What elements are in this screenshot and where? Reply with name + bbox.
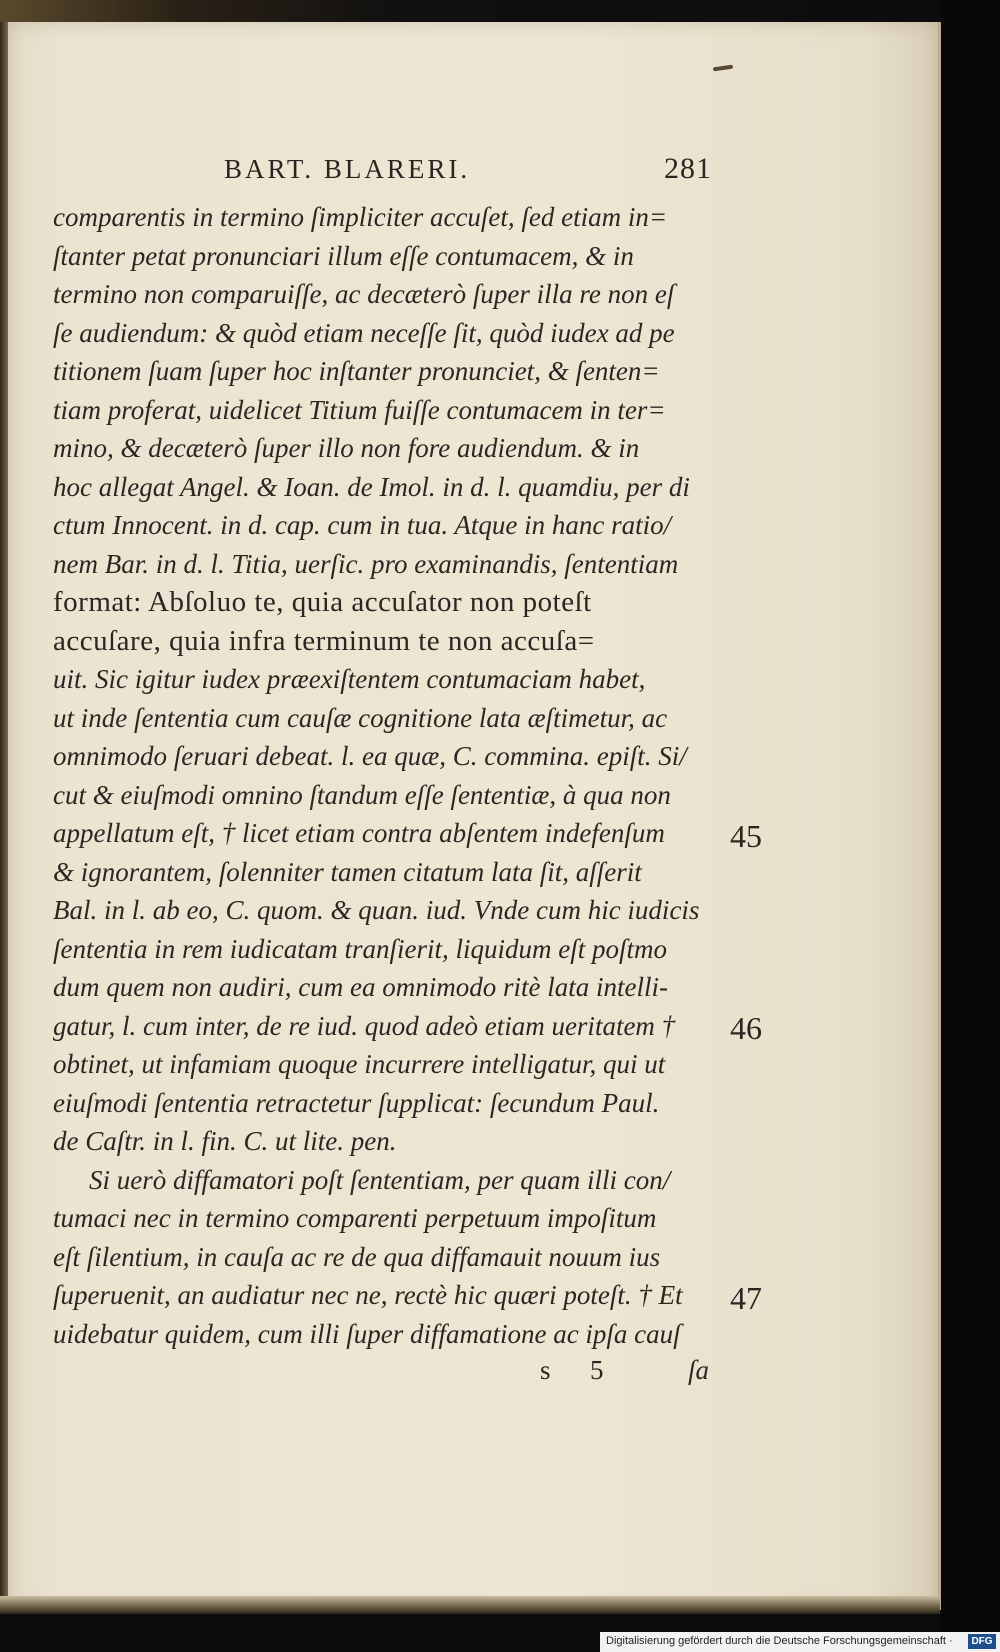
text-line: de Caſtr. in l. fin. C. ut lite. pen. — [53, 1126, 397, 1156]
text-line: tumaci nec in termino comparenti perpetuum impoſitum — [53, 1203, 657, 1233]
text-line: dum quem non audiri, cum ea omnimodo ritè lata intelli- — [53, 972, 668, 1002]
text-line: hoc allegat Angel. & Ioan. de Imol. in d. l. quamdiu, per di — [53, 471, 690, 502]
text-line: uidebatur quidem, cum illi ſuper diffamatione ac ipſa cauſ — [53, 1318, 681, 1349]
text-line: nem Bar. in d. l. Titia, uerſic. pro examinandis, ſententiam — [53, 548, 679, 579]
text-line: termino non comparuiſſe, ac decæterò ſuper illa re non eſ — [53, 279, 675, 309]
page-binding-edge — [0, 22, 8, 1610]
text-line: eiuſmodi ſententia retractetur ſupplicat: ſecundum Paul. — [53, 1087, 660, 1118]
text-line-roman: format: Abſoluo te, quia accuſator non poteſt — [53, 586, 592, 618]
text-line: gatur, l. cum inter, de re iud. quod adeò etiam ueritatem † — [53, 1010, 676, 1041]
text-line: ſe audiendum: & quòd etiam neceſſe ſit, quòd iudex ad pe — [53, 317, 675, 348]
text-line: ctum Innocent. in d. cap. cum in tua. Atque in hanc ratio/ — [53, 510, 672, 540]
page-bottom-edge — [0, 1596, 940, 1614]
text-line: Bal. in l. ab eo, C. quom. & quan. iud. Vnde cum hic iudicis — [53, 895, 700, 925]
margin-number: 45 — [730, 818, 762, 854]
text-line: appellatum eſt, † licet etiam contra abſentem indefenſum — [53, 818, 665, 848]
text-line-indent: Si uerò diffamatori poſt ſententiam, per quam illi con/ — [89, 1164, 671, 1195]
signature-mark: s — [540, 1355, 551, 1385]
body-text — [53, 198, 733, 1353]
running-head: BART. BLARERI. — [224, 154, 471, 184]
catchword: ſa — [688, 1355, 710, 1385]
text-line: uit. Sic igitur iudex præexiſtentem contumaciam habet, — [53, 664, 646, 694]
signature-mark: 5 — [590, 1355, 604, 1385]
text-line: comparentis in termino ſimpliciter accuſet, ſed etiam in= — [53, 202, 668, 232]
text-line-roman: accuſare, quia infra terminum te non accuſa= — [53, 624, 595, 657]
text-line: tiam proferat, uidelicet Titium fuiſſe contumacem in ter= — [53, 394, 666, 425]
text-line: ſuperuenit, an audiatur nec ne, rectè hic quæri poteſt. † Et — [53, 1280, 683, 1310]
footer-credit: Digitalisierung gefördert durch die Deutsche Forschungsgemeinschaft · — [606, 1635, 953, 1647]
margin-number: 47 — [730, 1280, 762, 1316]
text-line: obtinet, ut infamiam quoque incurrere intelligatur, qui ut — [53, 1049, 666, 1079]
scan-background — [941, 0, 1000, 1652]
text-line: & ignorantem, ſolenniter tamen citatum lata ſit, aſſerit — [53, 856, 642, 887]
scan-top-edge — [0, 0, 1000, 22]
ink-mark — [713, 65, 733, 72]
page-header — [224, 150, 724, 190]
text-line: ſententia in rem iudicatam tranſierit, liquidum eſt poſtmo — [53, 933, 667, 964]
text-line: ut inde ſententia cum cauſæ cognitione lata æſtimetur, ac — [53, 702, 668, 733]
text-line: ſtanter petat pronunciari illum eſſe contumacem, & in — [53, 240, 634, 271]
text-line: titionem ſuam ſuper hoc inſtanter pronunciet, & ſenten= — [53, 356, 660, 386]
page-number: 281 — [664, 152, 712, 185]
text-line: omnimodo ſeruari debeat. l. ea quæ, C. commina. epiſt. Si/ — [53, 741, 687, 771]
text-line: mino, & decæterò ſuper illo non fore audiendum. & in — [53, 433, 640, 463]
text-line: cut & eiuſmodi omnino ſtandum eſſe ſententiæ, à qua non — [53, 779, 671, 810]
text-line: eſt ſilentium, in cauſa ac re de qua diffamauit nouum ius — [53, 1241, 661, 1272]
dfg-logo: DFG — [968, 1634, 996, 1649]
margin-number: 46 — [730, 1010, 762, 1046]
